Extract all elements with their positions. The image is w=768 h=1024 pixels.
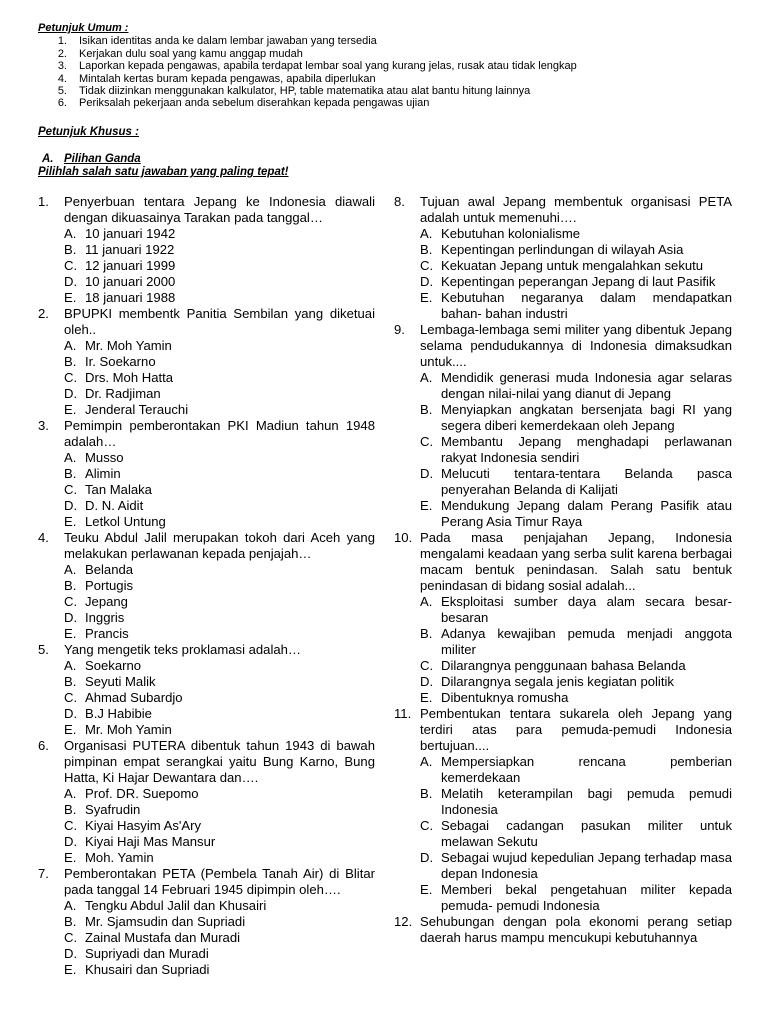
option-text: Membantu Jepang menghadapi perlawanan rakyat Indonesia sendiri	[441, 434, 732, 465]
answer-option	[420, 258, 732, 274]
option-text: Khusairi dan Supriadi	[85, 962, 210, 977]
answer-option	[64, 274, 375, 290]
question-text: Yang mengetik teks proklamasi adalah…	[64, 642, 302, 657]
answer-option	[64, 226, 375, 242]
item-number: 2.	[57, 47, 67, 60]
answer-options	[420, 226, 732, 322]
answer-option	[64, 914, 375, 930]
item-text: Mintalah kertas buram kepada pengawas, apabila diperlukan	[79, 72, 376, 85]
option-letter: D.	[420, 274, 434, 289]
answer-option	[64, 482, 375, 498]
answer-option	[420, 594, 732, 626]
question-number: 1.	[38, 194, 49, 209]
option-letter: C.	[64, 930, 78, 945]
general-item	[38, 60, 738, 72]
option-letter: B.	[420, 626, 433, 641]
option-letter: B.	[64, 674, 77, 689]
option-letter: C.	[64, 370, 78, 385]
answer-option	[420, 754, 732, 786]
option-letter: A.	[64, 562, 77, 577]
section-letter: A.	[42, 153, 54, 165]
answer-option	[64, 242, 375, 258]
answer-option	[64, 706, 375, 722]
option-letter: A.	[64, 450, 77, 465]
option-letter: C.	[64, 594, 78, 609]
option-letter: B.	[420, 402, 433, 417]
option-letter: A.	[64, 658, 77, 673]
answer-option	[64, 786, 375, 802]
option-text: Ahmad Subardjo	[85, 690, 183, 705]
question-text: Sehubungan dengan pola ekonomi perang setiap daerah harus mampu mencukupi kebutuhannya	[420, 914, 732, 945]
question-number: 7.	[38, 866, 49, 881]
answer-option	[64, 498, 375, 514]
answer-option	[64, 818, 375, 834]
answer-option	[64, 450, 375, 466]
general-heading: Petunjuk Umum :	[38, 22, 129, 34]
option-text: Mr. Moh Yamin	[85, 722, 172, 737]
option-text: Drs. Moh Hatta	[85, 370, 174, 385]
question-text: Pemimpin pemberontakan PKI Madiun tahun 1948 adalah…	[64, 418, 375, 449]
item-text: Laporkan kepada pengawas, apabila terdapat lembar soal yang kurang jelas, rusak atau tidak lengkap	[79, 60, 577, 73]
option-text: Mendukung Jepang dalam Perang Pasifik atau Perang Asia Timur Raya	[441, 498, 732, 529]
answer-option	[64, 850, 375, 866]
answer-option	[64, 354, 375, 370]
answer-option	[64, 962, 375, 978]
answer-option	[420, 882, 732, 914]
option-text: Dilarangnya penggunaan bahasa Belanda	[441, 658, 686, 673]
option-text: Supriyadi dan Muradi	[85, 946, 209, 961]
option-text: 10 januari 1942	[85, 226, 176, 241]
option-text: Adanya kewajiban pemuda menjadi anggota militer	[441, 626, 732, 657]
option-text: Mendidik generasi muda Indonesia agar selaras dengan nilai-nilai yang dianut di Jepang	[441, 370, 732, 401]
option-letter: C.	[64, 818, 78, 833]
answer-option	[64, 674, 375, 690]
left-question-column	[38, 194, 375, 978]
option-letter: E.	[64, 514, 77, 529]
item-number: 3.	[57, 60, 67, 73]
option-text: Dr. Radjiman	[85, 386, 161, 401]
option-text: Mempersiapkan rencana pemberian kemerdekaan	[441, 754, 732, 785]
answer-option	[64, 466, 375, 482]
option-letter: C.	[64, 258, 78, 273]
option-letter: D.	[64, 498, 78, 513]
option-text: Zainal Mustafa dan Muradi	[85, 930, 241, 945]
option-letter: D.	[420, 674, 434, 689]
option-text: Menyiapkan angkatan bersenjata bagi RI yang segera diberi kemerdekaan oleh Jepang	[441, 402, 732, 433]
answer-options	[420, 754, 732, 914]
option-text: Kebutuhan kolonialisme	[441, 226, 581, 241]
option-letter: D.	[64, 274, 78, 289]
option-text: Kepentingan perlindungan di wilayah Asia	[441, 242, 684, 257]
option-text: Kebutuhan negaranya dalam mendapatkan bahan- bahan industri	[441, 290, 732, 321]
question-item	[38, 866, 375, 978]
option-text: Inggris	[85, 610, 125, 625]
option-letter: D.	[420, 466, 434, 481]
option-letter: C.	[420, 434, 434, 449]
question-number: 10.	[394, 530, 413, 545]
option-letter: C.	[420, 818, 434, 833]
option-letter: C.	[420, 658, 434, 673]
option-letter: B.	[64, 578, 77, 593]
option-text: 11 januari 1922	[85, 242, 175, 257]
option-text: Syafrudin	[85, 802, 141, 817]
option-letter: A.	[420, 594, 433, 609]
option-letter: A.	[420, 226, 433, 241]
answer-option	[420, 626, 732, 658]
option-letter: A.	[64, 786, 77, 801]
general-list	[38, 35, 738, 109]
option-letter: D.	[64, 834, 78, 849]
answer-option	[64, 802, 375, 818]
item-text: Kerjakan dulu soal yang kamu anggap mudah	[79, 47, 303, 60]
option-text: Musso	[85, 450, 124, 465]
question-text: BPUPKI membentk Panitia Sembilan yang diketuai oleh..	[64, 306, 375, 337]
question-item	[394, 914, 732, 946]
question-number: 9.	[394, 322, 405, 337]
answer-options	[420, 594, 732, 706]
question-number: 4.	[38, 530, 49, 545]
general-item	[38, 73, 738, 85]
option-letter: E.	[64, 626, 77, 641]
option-text: B.J Habibie	[85, 706, 152, 721]
option-text: Mr. Moh Yamin	[85, 338, 172, 353]
option-text: Kepentingan peperangan Jepang di laut Pasifik	[441, 274, 716, 289]
answer-option	[64, 722, 375, 738]
question-item	[38, 194, 375, 306]
answer-option	[420, 658, 732, 674]
answer-option	[420, 370, 732, 402]
option-text: 10 januari 2000	[85, 274, 176, 289]
question-item	[38, 642, 375, 738]
answer-option	[64, 514, 375, 530]
special-heading: Petunjuk Khusus :	[38, 126, 139, 138]
option-text: Sebagai cadangan pasukan militer untuk melawan Sekutu	[441, 818, 732, 849]
option-letter: E.	[64, 722, 77, 737]
option-letter: B.	[64, 914, 77, 929]
answer-option	[420, 674, 732, 690]
option-text: Moh. Yamin	[85, 850, 154, 865]
answer-option	[420, 690, 732, 706]
section-instruction: Pilihlah salah satu jawaban yang paling tepat!	[38, 166, 289, 178]
question-item	[394, 194, 732, 322]
option-text: Jenderal Terauchi	[85, 402, 189, 417]
question-number: 11.	[394, 706, 412, 721]
item-number: 4.	[57, 72, 67, 85]
general-item	[38, 48, 738, 60]
answer-option	[64, 610, 375, 626]
option-letter: A.	[64, 898, 77, 913]
option-letter: A.	[420, 754, 433, 769]
option-letter: D.	[420, 850, 434, 865]
option-letter: E.	[420, 498, 433, 513]
question-item	[38, 530, 375, 642]
option-letter: E.	[420, 690, 433, 705]
answer-option	[420, 786, 732, 818]
question-item	[394, 322, 732, 530]
answer-option	[420, 242, 732, 258]
general-instructions	[38, 22, 738, 110]
question-number: 6.	[38, 738, 49, 753]
option-text: Kiyai Hasyim As'Ary	[85, 818, 202, 833]
question-item	[394, 530, 732, 706]
option-text: Eksploitasi sumber daya alam secara besar-besaran	[441, 594, 732, 625]
option-letter: A.	[64, 226, 77, 241]
option-text: Prancis	[85, 626, 129, 641]
item-text: Isikan identitas anda ke dalam lembar jawaban yang tersedia	[79, 35, 377, 48]
option-letter: A.	[420, 370, 433, 385]
option-text: Dibentuknya romusha	[441, 690, 569, 705]
option-letter: B.	[420, 242, 433, 257]
answer-option	[420, 466, 732, 498]
question-text: Penyerbuan tentara Jepang ke Indonesia diawali dengan dikuasainya Tarakan pada tanggal…	[64, 194, 375, 225]
general-item	[38, 97, 738, 109]
option-text: Alimin	[85, 466, 121, 481]
option-text: Soekarno	[85, 658, 142, 673]
option-text: Sebagai wujud kepedulian Jepang terhadap masa depan Indonesia	[441, 850, 732, 881]
question-text: Pemberontakan PETA (Pembela Tanah Air) di Blitar pada tanggal 14 Februari 1945 dipimpin oleh….	[64, 866, 375, 897]
option-text: Jepang	[85, 594, 128, 609]
option-letter: D.	[64, 706, 78, 721]
answer-option	[64, 834, 375, 850]
answer-options	[64, 658, 375, 738]
answer-option	[420, 850, 732, 882]
item-number: 5.	[57, 85, 67, 98]
answer-option	[64, 658, 375, 674]
answer-options	[420, 370, 732, 530]
option-letter: B.	[64, 242, 77, 257]
option-letter: C.	[64, 690, 78, 705]
answer-options	[64, 450, 375, 530]
option-text: 18 januari 1988	[85, 290, 176, 305]
section-title	[38, 153, 289, 166]
option-text: Mr. Sjamsudin dan Supriadi	[85, 914, 246, 929]
answer-option	[64, 386, 375, 402]
general-item	[38, 85, 738, 97]
question-item	[38, 738, 375, 866]
answer-option	[420, 498, 732, 530]
answer-option	[64, 562, 375, 578]
question-number: 8.	[394, 194, 405, 209]
option-text: Melatih keterampilan bagi pemuda pemudi Indonesia	[441, 786, 732, 817]
option-text: D. N. Aidit	[85, 498, 144, 513]
question-text: Organisasi PUTERA dibentuk tahun 1943 di bawah pimpinan empat serangkai yaitu Bung Karno, Bung Hatta, Ki Hajar Dewantara dan….	[64, 738, 375, 785]
option-text: Dilarangnya segala jenis kegiatan politik	[441, 674, 674, 689]
answer-option	[64, 258, 375, 274]
option-letter: D.	[64, 946, 78, 961]
option-letter: D.	[64, 386, 78, 401]
answer-option	[64, 370, 375, 386]
option-letter: E.	[64, 850, 77, 865]
option-text: Belanda	[85, 562, 134, 577]
answer-option	[420, 402, 732, 434]
option-text: Tengku Abdul Jalil dan Khusairi	[85, 898, 267, 913]
answer-options	[64, 338, 375, 418]
answer-options	[64, 786, 375, 866]
option-letter: E.	[64, 290, 77, 305]
option-text: Kiyai Haji Mas Mansur	[85, 834, 216, 849]
answer-option	[420, 434, 732, 466]
section-title-text: Pilihan Ganda	[64, 153, 141, 165]
option-text: Prof. DR. Suepomo	[85, 786, 199, 801]
general-item	[38, 35, 738, 47]
answer-option	[64, 946, 375, 962]
question-text: Lembaga-lembaga semi militer yang dibentuk Jepang selama pendudukannya di Indonesia dimaksudkan untuk....	[420, 322, 732, 369]
option-letter: B.	[64, 802, 77, 817]
answer-options	[64, 898, 375, 978]
item-text: Periksalah pekerjaan anda sebelum diserahkan kepada pengawas ujian	[79, 97, 430, 110]
answer-option	[64, 626, 375, 642]
option-letter: B.	[64, 354, 77, 369]
answer-option	[64, 290, 375, 306]
answer-option	[420, 226, 732, 242]
option-letter: C.	[420, 258, 434, 273]
option-text: Memberi bekal pengetahuan militer kepada pemuda- pemudi Indonesia	[441, 882, 732, 913]
option-letter: E.	[420, 290, 433, 305]
answer-option	[64, 930, 375, 946]
answer-options	[64, 562, 375, 642]
question-text: Teuku Abdul Jalil merupakan tokoh dari Aceh yang melakukan perlawanan kepada penjajah…	[64, 530, 375, 561]
question-item	[38, 418, 375, 530]
question-text: Pembentukan tentara sukarela oleh Jepang yang terdiri atas para pemuda-pemudi Indonesia bertujuan....	[420, 706, 732, 753]
option-text: Seyuti Malik	[85, 674, 156, 689]
option-letter: B.	[64, 466, 77, 481]
option-text: 12 januari 1999	[85, 258, 176, 273]
option-text: Melucuti tentara-tentara Belanda pasca penyerahan Belanda di Kalijati	[441, 466, 732, 497]
answer-option	[64, 578, 375, 594]
answer-option	[64, 594, 375, 610]
answer-option	[64, 338, 375, 354]
item-text: Tidak diizinkan menggunakan kalkulator, HP, table matematika atau alat bantu hitung lainnya	[79, 85, 531, 98]
question-number: 12.	[394, 914, 413, 929]
question-number: 3.	[38, 418, 49, 433]
option-letter: E.	[64, 962, 77, 977]
answer-option	[64, 690, 375, 706]
answer-option	[420, 274, 732, 290]
question-number: 2.	[38, 306, 49, 321]
answer-option	[420, 290, 732, 322]
question-text: Pada masa penjajahan Jepang, Indonesia mengalami keadaan yang serba sulit karena berbagai macam bentuk penindasan. Salah satu bentuk penindasan di bidang sosial adalah...	[420, 530, 732, 593]
item-number: 6.	[57, 97, 67, 110]
item-number: 1.	[57, 35, 67, 48]
option-letter: D.	[64, 610, 78, 625]
answer-option	[64, 898, 375, 914]
option-text: Tan Malaka	[85, 482, 152, 497]
option-letter: C.	[64, 482, 78, 497]
question-text: Tujuan awal Jepang membentuk organisasi PETA adalah untuk memenuhi….	[420, 194, 732, 225]
answer-options	[64, 226, 375, 306]
answer-option	[420, 818, 732, 850]
answer-option	[64, 402, 375, 418]
option-text: Ir. Soekarno	[85, 354, 156, 369]
right-question-column	[394, 194, 732, 946]
option-text: Kekuatan Jepang untuk mengalahkan sekutu	[441, 258, 704, 273]
option-letter: E.	[420, 882, 433, 897]
option-text: Portugis	[85, 578, 134, 593]
option-letter: E.	[64, 402, 77, 417]
option-letter: B.	[420, 786, 433, 801]
question-item	[394, 706, 732, 914]
section-a	[38, 153, 289, 179]
option-text: Letkol Untung	[85, 514, 166, 529]
option-letter: A.	[64, 338, 77, 353]
question-number: 5.	[38, 642, 49, 657]
question-item	[38, 306, 375, 418]
